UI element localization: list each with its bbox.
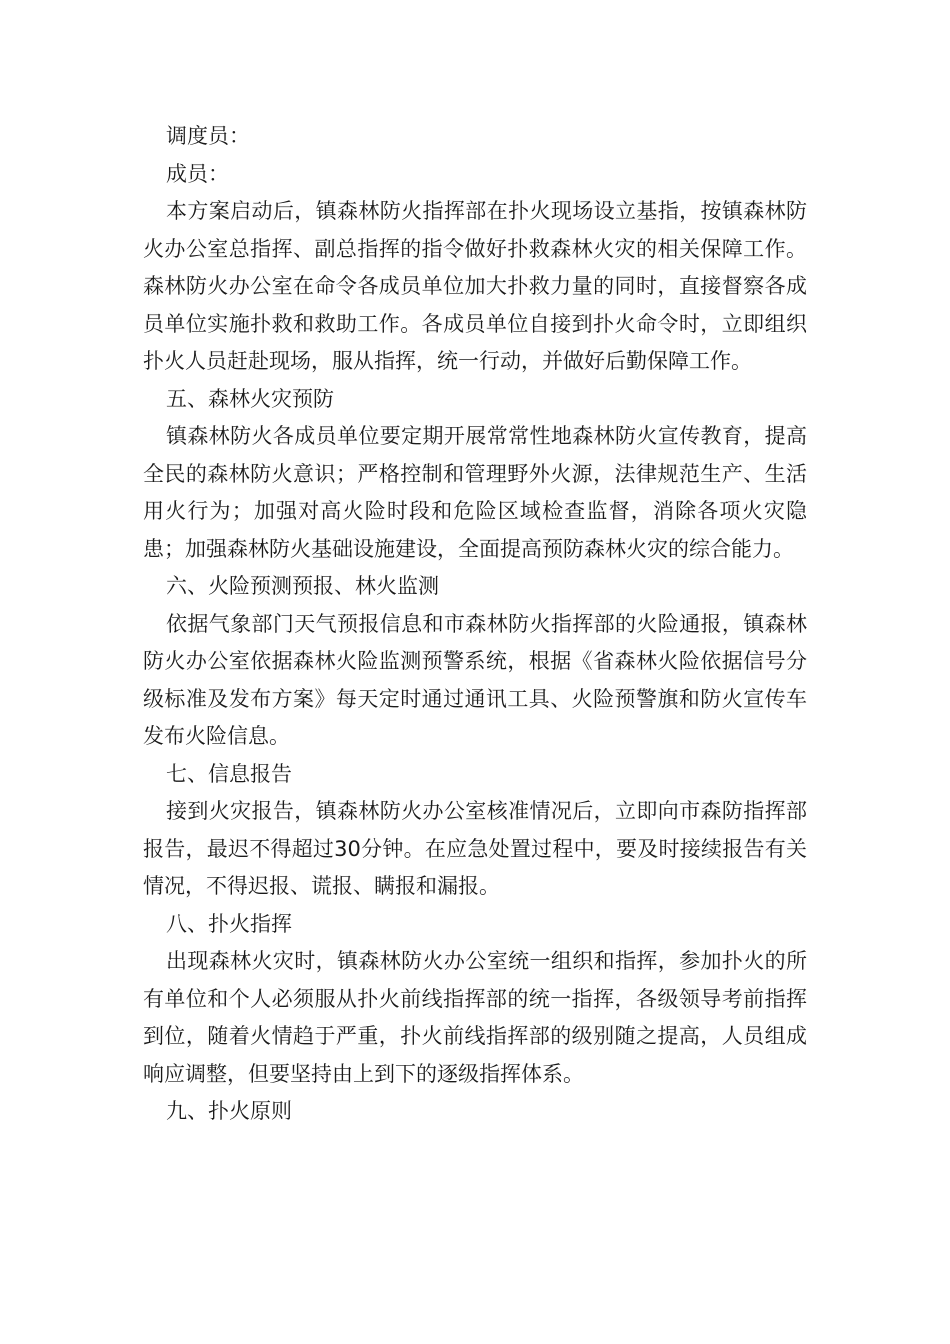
body-paragraph: 接到火灾报告，镇森林防火办公室核准情况后，立即向市森防指挥部报告，最迟不得超过30分钟。在应急处置过程中，要及时接续报告有关情况，不得迟报、谎报、瞒报和漏报。	[143, 799, 807, 898]
document-body	[143, 118, 807, 1131]
body-paragraph: 镇森林防火各成员单位要定期开展常常性地森林防火宣传教育，提高全民的森林防火意识；严格控制和管理野外火源，法律规范生产、生活用火行为；加强对高火险时段和危险区域检查监督，消除各项火灾隐患；加强森林防火基础设施建设，全面提高预防森林火灾的综合能力。	[143, 424, 807, 561]
body-paragraph: 本方案启动后，镇森林防火指挥部在扑火现场设立基指，按镇森林防火办公室总指挥、副总指挥的指令做好扑救森林火灾的相关保障工作。森林防火办公室在命令各成员单位加大扑救力量的同时，直接督察各成员单位实施扑救和救助工作。各成员单位自接到扑火命令时，立即组织扑火人员赶赴现场，服从指挥，统一行动，并做好后勤保障工作。	[143, 199, 807, 373]
role-line-dispatcher: 调度员：	[166, 124, 250, 148]
section-heading: 八、扑火指挥	[166, 911, 292, 936]
body-paragraph: 出现森林火灾时，镇森林防火办公室统一组织和指挥，参加扑火的所有单位和个人必须服从扑火前线指挥部的统一指挥，各级领导考前指挥到位，随着火情趋于严重，扑火前线指挥部的级别随之提高，人员组成响应调整，但要坚持由上到下的逐级指挥体系。	[143, 949, 807, 1086]
body-paragraph: 依据气象部门天气预报信息和市森林防火指挥部的火险通报，镇森林防火办公室依据森林火险监测预警系统，根据《省森林火险依据信号分级标准及发布方案》每天定时通过通讯工具、火险预警旗和防火宣传车发布火险信息。	[143, 611, 807, 748]
section-heading: 七、信息报告	[166, 761, 292, 786]
role-line-members: 成员：	[166, 161, 229, 186]
section-heading: 五、森林火灾预防	[166, 386, 334, 411]
section-heading: 六、火险预测预报、林火监测	[166, 574, 439, 598]
section-heading: 九、扑火原则	[166, 1099, 292, 1123]
